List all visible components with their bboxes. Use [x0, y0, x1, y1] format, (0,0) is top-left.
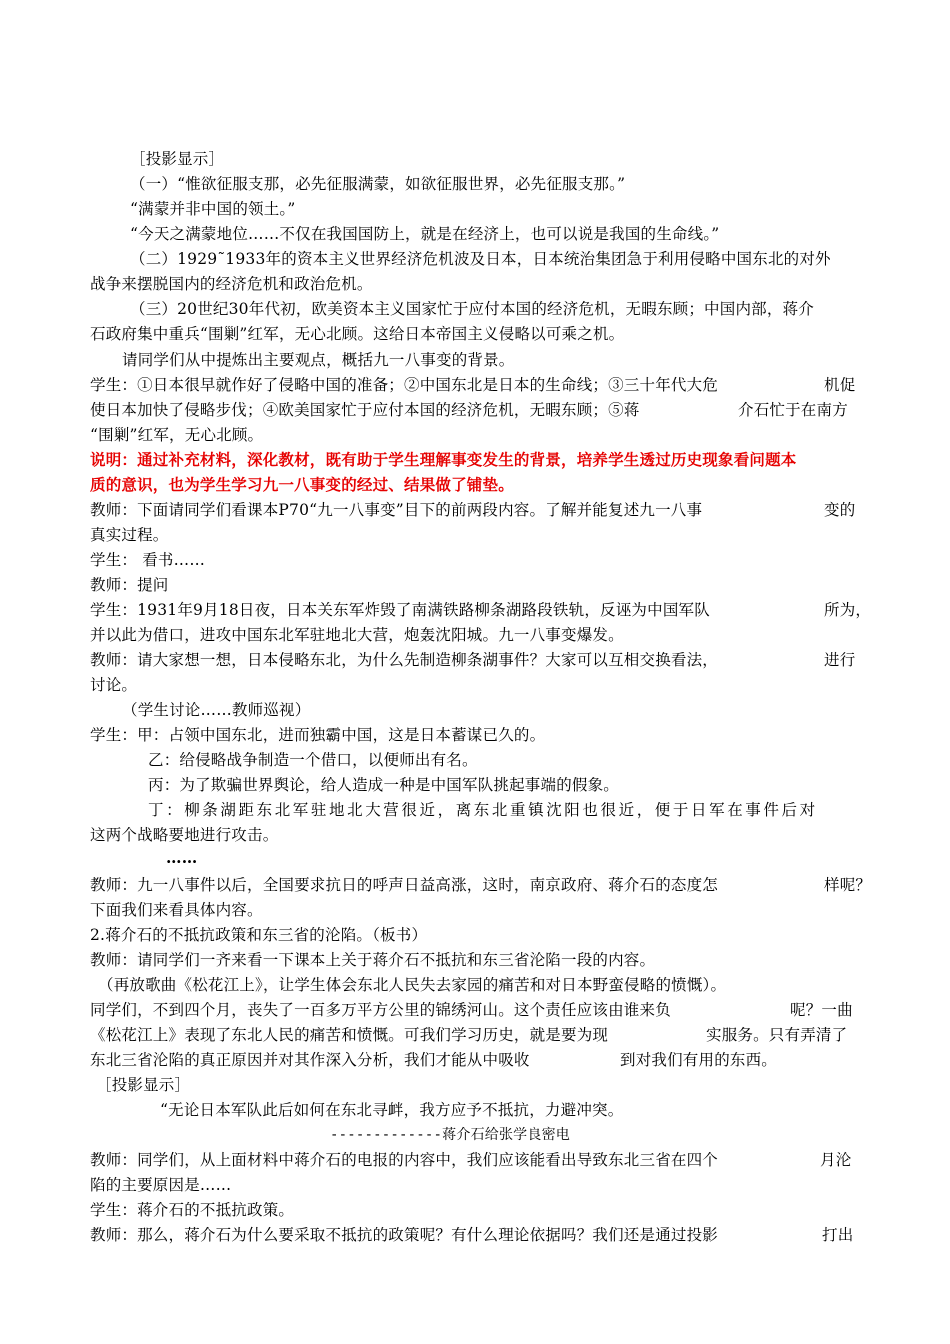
- student-yi: 乙：给侵略战争制造一个借口，以便师出有名。: [148, 751, 478, 769]
- discussion-note: （学生讨论……教师巡视）: [122, 701, 311, 719]
- paragraph-2-line-1: （二）1929˜1933年的资本主义世界经济危机波及日本，日本统治集团急于利用侵略中国东北的对外: [130, 250, 831, 268]
- teacher-discuss-line-1-tail: 进行: [824, 651, 856, 669]
- teacher-line-2: 真实过程。: [90, 526, 169, 544]
- teacher-song-line-1: 同学们，不到四个月，丧失了一百多万平方公里的锦绣河山。这个责任应该由谁来负: [90, 1001, 671, 1019]
- teacher-attitude-line-1-tail: 样呢？: [824, 876, 872, 894]
- teacher-song-line-3: 东北三省沦陷的真正原因并对其作深入分析，我们才能从中吸收: [90, 1051, 530, 1069]
- quote-1: （一）“惟欲征服支那，必先征服满蒙，如欲征服世界，必先征服支那。”: [130, 175, 626, 193]
- instruction-text: 请同学们从中提炼出主要观点，概括九一八事变的背景。: [122, 351, 515, 369]
- note-line-2: 质的意识，也为学生学习九一八事变的经过、结果做了铺垫。: [90, 475, 514, 494]
- quote-3: “今天之满蒙地位……不仅在我国国防上，就是在经济上，也可以说是我国的生命线。”: [130, 225, 720, 243]
- teacher-question: 教师：提问: [90, 576, 169, 594]
- teacher-discuss-line-1: 教师：请大家想一想，日本侵略东北，为什么先制造柳条湖事件？大家可以互相交换看法，: [90, 651, 719, 669]
- note-line-1: 说明：通过补充材料，深化教材，既有助于学生理解事变发生的背景，培养学生透过历史现象看问题本: [90, 450, 797, 469]
- student-jia: 学生：甲：占领中国东北，进而独霸中国，这是日本蓄谋已久的。: [90, 726, 546, 744]
- student-answer-line-1: 学生：①日本很早就作好了侵略中国的准备；②中国东北是日本的生命线；③三十年代大危: [90, 376, 719, 394]
- teacher-theory-line: 教师：那么，蒋介石为什么要采取不抵抗的政策呢？有什么理论依据吗？我们还是通过投影: [90, 1226, 719, 1244]
- teacher-song-line-1-tail: 呢？一曲: [790, 1001, 853, 1019]
- teacher-song-line-3-tail: 到对我们有用的东西。: [620, 1051, 778, 1069]
- song-note: （再放歌曲《松花江上》，让学生体会东北人民失去家园的痛苦和对日本野蛮侵略的愤慨）。: [98, 976, 727, 994]
- student-reading: 学生： 看书……: [90, 551, 206, 569]
- ellipsis: ……: [166, 848, 198, 867]
- teacher-read-text: 教师：请同学们一齐来看一下课本上关于蒋介石不抵抗和东三省沦陷一段的内容。: [90, 951, 656, 969]
- teacher-attitude-line-1: 教师：九一八事件以后，全国要求抗日的呼声日益高涨，这时，南京政府、蒋介石的态度怎: [90, 876, 719, 894]
- student-event-line-1: 学生：1931年9月18日夜，日本关东军炸毁了南满铁路柳条湖路段铁轨，反诬为中国军队: [90, 601, 710, 619]
- student-event-line-1-tail: 所为，: [824, 601, 872, 619]
- student-answer-line-1-tail: 机促: [824, 376, 856, 394]
- telegram-quote: “无论日本军队此后如何在东北寻衅，我方应予不抵抗，力避冲突。: [160, 1101, 624, 1119]
- teacher-line-1-tail: 变的: [824, 501, 856, 519]
- student-answer-line-2-tail: 介石忙于在南方: [738, 401, 848, 419]
- teacher-song-line-2: 《松花江上》表现了东北人民的痛苦和愤慨。可我们学习历史，就是要为现: [90, 1026, 609, 1044]
- paragraph-2-line-2: 战争来摆脱国内的经济危机和政治危机。: [90, 275, 373, 293]
- student-answer-line-2: 使日本加快了侵略步伐；④欧美国家忙于应付本国的经济危机，无暇东顾；⑤蒋: [90, 401, 640, 419]
- teacher-theory-line-tail: 打出: [822, 1226, 854, 1244]
- student-event-line-2: 并以此为借口，进攻中国东北军驻地北大营，炮轰沈阳城。九一八事变爆发。: [90, 626, 624, 644]
- student-bing: 丙：为了欺骗世界舆论，给人造成一种是中国军队挑起事端的假象。: [148, 776, 620, 794]
- student-ding-line-1: 丁：柳条湖距东北军驻地北大营很近，离东北重镇沈阳也很近，便于日军在事件后对: [148, 801, 818, 819]
- teacher-discuss-line-2: 讨论。: [90, 676, 138, 694]
- student-cause-answer: 学生：蒋介石的不抵抗政策。: [90, 1201, 295, 1219]
- projection-heading: ［投影显示］: [130, 150, 225, 168]
- student-ding-line-2: 这两个战略要地进行攻击。: [90, 826, 279, 844]
- telegram-source: -------------蒋介石给张学良密电: [330, 1127, 570, 1143]
- teacher-line-1: 教师：下面请同学们看课本P70“九一八事变”目下的前两段内容。了解并能复述九一八事: [90, 501, 703, 519]
- projection-heading-2: ［投影显示］: [96, 1076, 191, 1094]
- student-answer-line-3: “围剿”红军，无心北顾。: [90, 426, 264, 444]
- paragraph-3-line-1: （三）20世纪30年代初，欧美资本主义国家忙于应付本国的经济危机，无暇东顾；中国内部，蒋介: [130, 300, 814, 318]
- teacher-cause-line-1-tail: 月沦: [820, 1151, 852, 1169]
- quote-2: “满蒙并非中国的领土。”: [130, 200, 296, 218]
- paragraph-3-line-2: 石政府集中重兵“围剿”红军，无心北顾。这给日本帝国主义侵略以可乘之机。: [90, 325, 625, 343]
- teacher-cause-line-2: 陷的主要原因是……: [90, 1176, 232, 1194]
- teacher-attitude-line-2: 下面我们来看具体内容。: [90, 901, 263, 919]
- teacher-cause-line-1: 教师：同学们，从上面材料中蒋介石的电报的内容中，我们应该能看出导致东北三省在四个: [90, 1151, 719, 1169]
- section-heading: 2.蒋介石的不抵抗政策和东三省的沦陷。（板书）: [90, 926, 428, 944]
- teacher-song-line-2-tail: 实服务。只有弄清了: [706, 1026, 848, 1044]
